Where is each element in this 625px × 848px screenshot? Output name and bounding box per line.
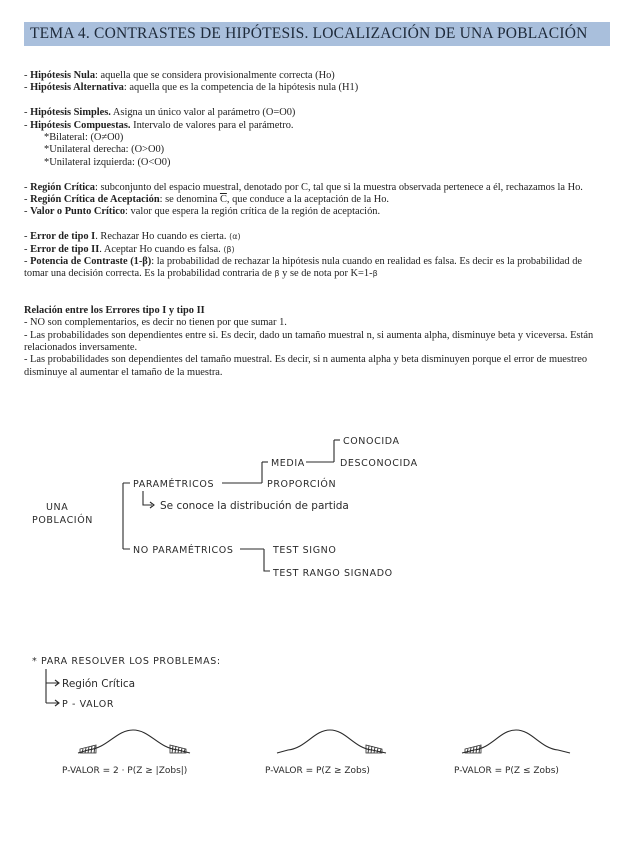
- conocida-label: CONOCIDA: [343, 436, 400, 447]
- param-note: Se conoce la distribución de partida: [160, 500, 349, 512]
- proporcion-label: PROPORCIÓN: [267, 479, 337, 490]
- unilateral-derecha-item: *Unilateral derecha: (O>O0): [44, 144, 165, 156]
- p-valor-izquierda-formula: P-VALOR = P(Z ≤ Zobs): [454, 766, 559, 776]
- relation-heading: Relación entre los Errores tipo I y tipo II: [24, 304, 205, 316]
- bilateral-item: *Bilateral: (O≠O0): [44, 132, 124, 144]
- test-rango-label: TEST RANGO SIGNADO: [273, 568, 393, 579]
- region-critica-arrow: [46, 680, 59, 686]
- option-p-valor: P - VALOR: [62, 699, 115, 710]
- problems-heading: * PARA RESOLVER LOS PROBLEMAS:: [32, 656, 221, 667]
- region-critica: - Región Crítica: subconjunto del espacio muestral, denotado por C, tal que si la muestra observada pertenece a él, rechazamos la Ho.: [24, 181, 583, 193]
- root-bracket-ticks: [123, 483, 130, 549]
- curve-unilateral-derecha: [277, 730, 386, 753]
- valor-critico: - Valor o Punto Crítico: valor que espera la región crítica de la región de aceptación.: [24, 206, 381, 218]
- hypothesis-nula: - Hipótesis Nula: aquella que se considera provisionalmente correcta (Ho): [24, 70, 335, 81]
- test-signo-label: TEST SIGNO: [273, 545, 337, 556]
- hypothesis-compuestas: - Hipótesis Compuestas. Intervalo de valores para el parámetro.: [24, 119, 294, 131]
- curve-unilateral-izquierda: [462, 730, 570, 753]
- relation-line-2: - Las probabilidades son dependientes entre si. Es decir, dado un tamaño muestral n, si aumenta alpha, disminuye beta y viceversa. Están relacionados inversamente.: [24, 329, 594, 354]
- option-region-critica: Región Crítica: [62, 678, 136, 690]
- potencia-contraste: - Potencia de Contraste (1-β): la probabilidad de rechazar la hipótesis nula cuando en realidad es falsa. Es decir es la probabilidad de tomar una decisión correcta. Es la probabilidad contraria de β y se de nota por K=1-β: [24, 256, 582, 280]
- hypothesis-simples: - Hipótesis Simples. Asigna un único valor al parámetro (O=O0): [24, 107, 296, 119]
- desconocida-label: DESCONOCIDA: [340, 458, 418, 469]
- hypothesis-alternativa: - Hipótesis Alternativa: aquella que es la competencia de la hipótesis nula (H1): [24, 82, 359, 94]
- error-tipo-1: - Error de tipo I. Rechazar Ho cuando es cierta. (α): [24, 231, 241, 243]
- relation-line-3: - Las probabilidades son dependientes del tamaño muestral. Es decir, si n aumenta alpha y beta disminuyen porque el error de muestreo disminuye al aumentar el tamaño de la muestra.: [24, 354, 588, 378]
- relation-line-1: - NO son complementarios, es decir no tienen por que sumar 1.: [24, 317, 287, 329]
- root-label-line1: UNA: [46, 502, 69, 513]
- parametricos-label: PARAMÉTRICOS: [133, 479, 215, 490]
- page-title: TEMA 4. CONTRASTES DE HIPÓTESIS. LOCALIZACIÓN DE UNA POBLACIÓN: [30, 25, 588, 42]
- error-tipo-2: - Error de tipo II. Aceptar Ho cuando es falsa. (β): [24, 243, 235, 255]
- p-valor-arrow: [46, 700, 59, 706]
- unilateral-izquierda-item: *Unilateral izquierda: (O<O0): [44, 156, 171, 168]
- no-param-bracket: [264, 549, 270, 571]
- p-valor-derecha-formula: P-VALOR = P(Z ≥ Zobs): [265, 766, 370, 776]
- root-label-line2: POBLACIÓN: [32, 515, 93, 526]
- p-valor-bilateral-formula: P-VALOR = 2 · P(Z ≥ |Zobs|): [62, 766, 188, 776]
- media-label: MEDIA: [271, 458, 305, 469]
- curve-bilateral: [78, 730, 190, 753]
- region-aceptacion: - Región Crítica de Aceptación: se denomina $\overline{C}$, que conduce a la aceptación de la Ho.: [24, 194, 390, 206]
- no-parametricos-label: NO PARAMÉTRICOS: [133, 545, 234, 556]
